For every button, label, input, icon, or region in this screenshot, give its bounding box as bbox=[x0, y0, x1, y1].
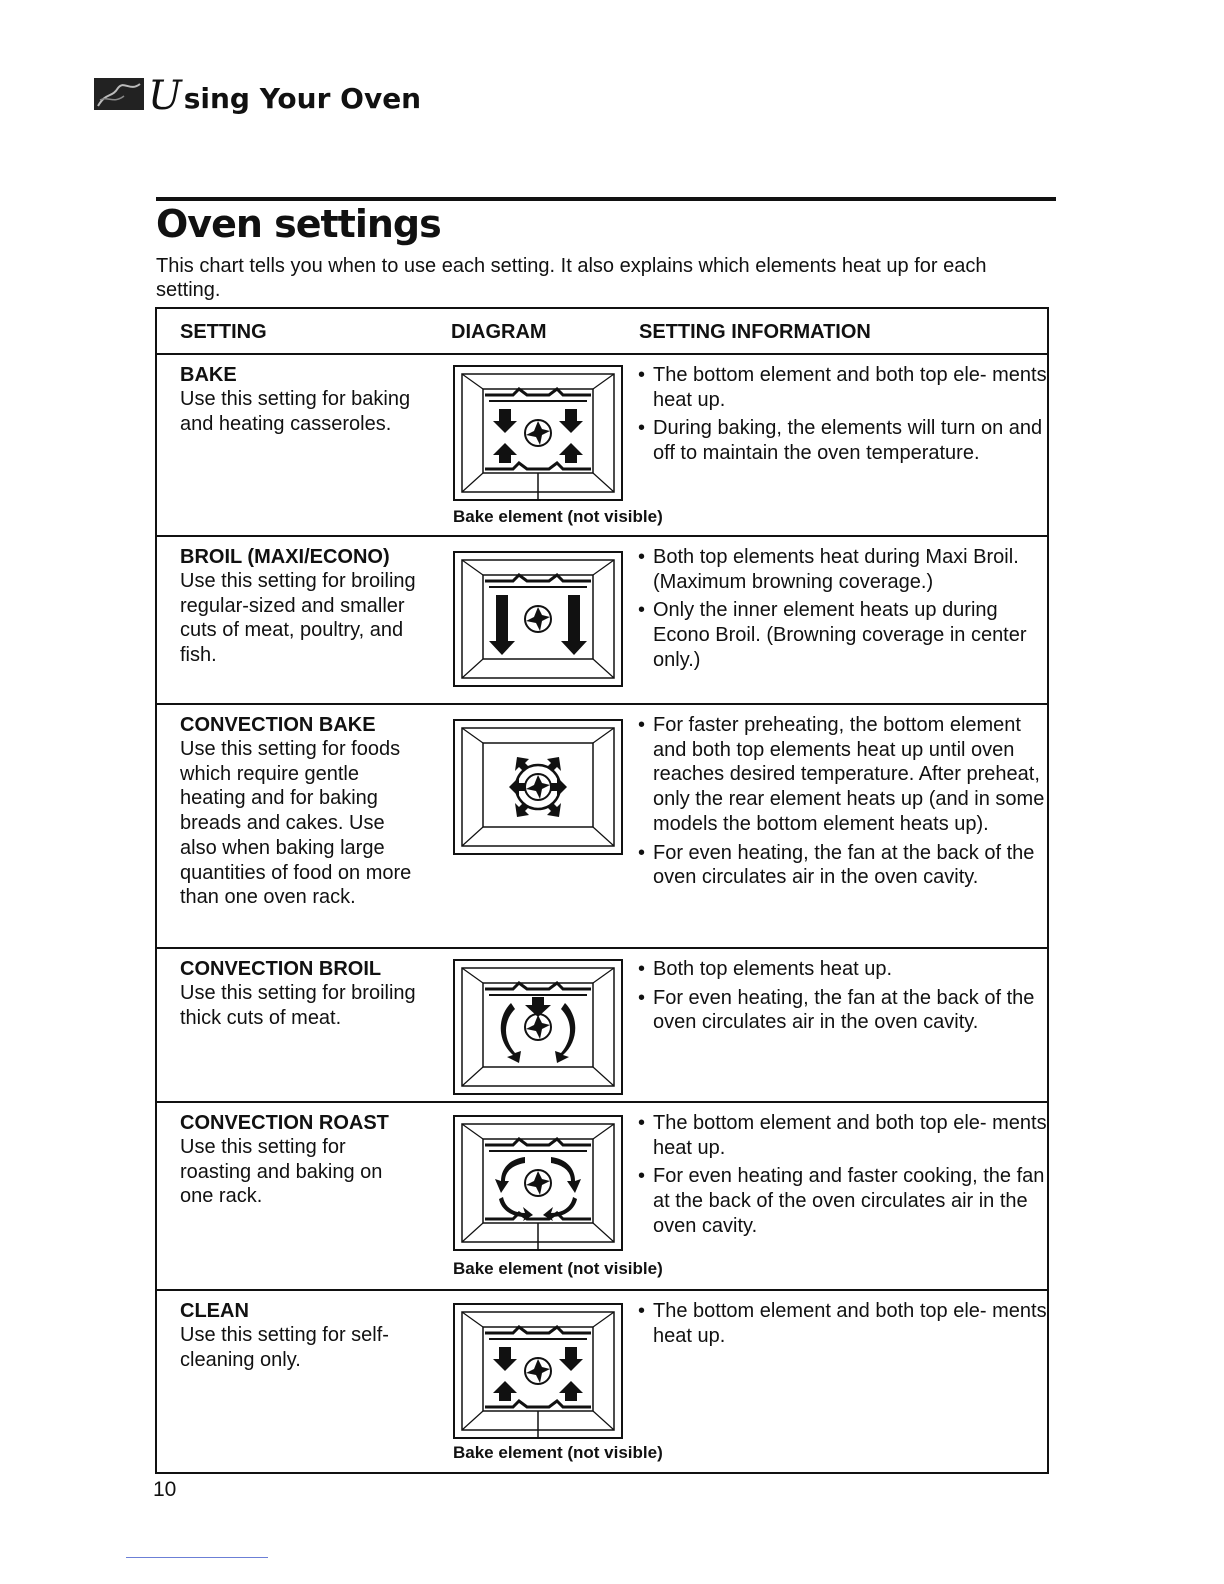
convection-bake-diagram bbox=[453, 719, 623, 855]
info-bullet: • Only the inner element heats up during Econo Broil. (Browning coverage in center only.) bbox=[627, 598, 1047, 672]
broil-diagram bbox=[453, 551, 623, 687]
info-bullet: • For even heating, the fan at the back of the oven circulates air in the oven cavity. bbox=[627, 986, 1047, 1035]
setting-info-list bbox=[627, 713, 1047, 894]
page-header bbox=[94, 72, 422, 119]
diagram-caption: Bake element (not visible) bbox=[453, 507, 663, 526]
info-bullet: • The bottom element and both top ele- ments heat up. bbox=[627, 1299, 1047, 1348]
setting-name: CONVECTION BROIL bbox=[180, 958, 382, 980]
info-bullet: • For faster preheating, the bottom element and both top elements heat up until oven reaches desired temperature. After preheat, only the rear element heats up (and in some models the bottom element heats up). bbox=[627, 713, 1047, 837]
table-row-convection-roast bbox=[157, 1101, 1047, 1291]
diagram-caption: Bake element (not visible) bbox=[453, 1259, 663, 1278]
info-bullet: • Both top elements heat during Maxi Broil. (Maximum browning coverage.) bbox=[627, 545, 1047, 594]
table-row-broil bbox=[157, 535, 1047, 705]
setting-description: Use this setting for broiling regular-sized and smaller cuts of meat, poultry, and fish. bbox=[180, 570, 416, 667]
info-bullet: • The bottom element and both top ele- ments heat up. bbox=[627, 1111, 1047, 1160]
page-number: 10 bbox=[153, 1478, 177, 1501]
diagram-caption: Bake element (not visible) bbox=[453, 1443, 663, 1462]
title-rule bbox=[156, 197, 1056, 201]
brand-logo-icon bbox=[94, 78, 144, 110]
table-row-clean bbox=[157, 1289, 1047, 1476]
setting-name: CONVECTION ROAST bbox=[180, 1112, 389, 1134]
table-row-convection-broil bbox=[157, 947, 1047, 1103]
setting-description: Use this setting for roasting and baking on one rack. bbox=[180, 1136, 383, 1208]
header-title: sing Your Oven bbox=[183, 82, 422, 115]
footer-line bbox=[126, 1557, 268, 1558]
convection-roast-diagram bbox=[453, 1115, 623, 1251]
page-title: Oven settings bbox=[156, 202, 441, 246]
setting-description: Use this setting for foods which require gentle heating and for baking breads and cakes. Use also when baking large quantities of food on more than one oven rack. bbox=[180, 738, 412, 909]
info-bullet: • Both top elements heat up. bbox=[627, 957, 1047, 982]
convection-broil-diagram bbox=[453, 959, 623, 1095]
header-script-letter: U bbox=[148, 73, 182, 119]
setting-name: BROIL (MAXI/ECONO) bbox=[180, 546, 390, 568]
intro-paragraph: This chart tells you when to use each setting. It also explains which elements heat up for each setting. bbox=[156, 255, 987, 301]
table-row-convection-bake bbox=[157, 703, 1047, 949]
clean-diagram bbox=[453, 1303, 623, 1439]
bake-diagram bbox=[453, 365, 623, 501]
setting-info-list bbox=[627, 545, 1047, 677]
setting-name: CLEAN bbox=[180, 1300, 249, 1322]
table-row-bake bbox=[157, 353, 1047, 537]
setting-description: Use this setting for self- cleaning only. bbox=[180, 1324, 389, 1371]
setting-info-list bbox=[627, 363, 1047, 470]
setting-description: Use this setting for baking and heating casseroles. bbox=[180, 388, 411, 435]
info-bullet: • For even heating, the fan at the back of the oven circulates air in the oven cavity. bbox=[627, 841, 1047, 890]
setting-name: BAKE bbox=[180, 364, 237, 386]
setting-info-list bbox=[627, 957, 1047, 1039]
info-bullet: • During baking, the elements will turn on and off to maintain the oven temperature. bbox=[627, 416, 1047, 465]
info-bullet: • The bottom element and both top ele- ments heat up. bbox=[627, 363, 1047, 412]
oven-settings-table bbox=[155, 307, 1049, 1474]
setting-description: Use this setting for broiling thick cuts of meat. bbox=[180, 982, 416, 1029]
column-header-diagram: DIAGRAM bbox=[451, 321, 547, 343]
column-header-setting: SETTING bbox=[180, 321, 267, 343]
setting-name: CONVECTION BAKE bbox=[180, 714, 376, 736]
setting-info-list bbox=[627, 1299, 1047, 1352]
column-header-info: SETTING INFORMATION bbox=[639, 321, 871, 343]
setting-info-list bbox=[627, 1111, 1047, 1243]
info-bullet: • For even heating and faster cooking, the fan at the back of the oven circulates air in the oven cavity. bbox=[627, 1164, 1047, 1238]
